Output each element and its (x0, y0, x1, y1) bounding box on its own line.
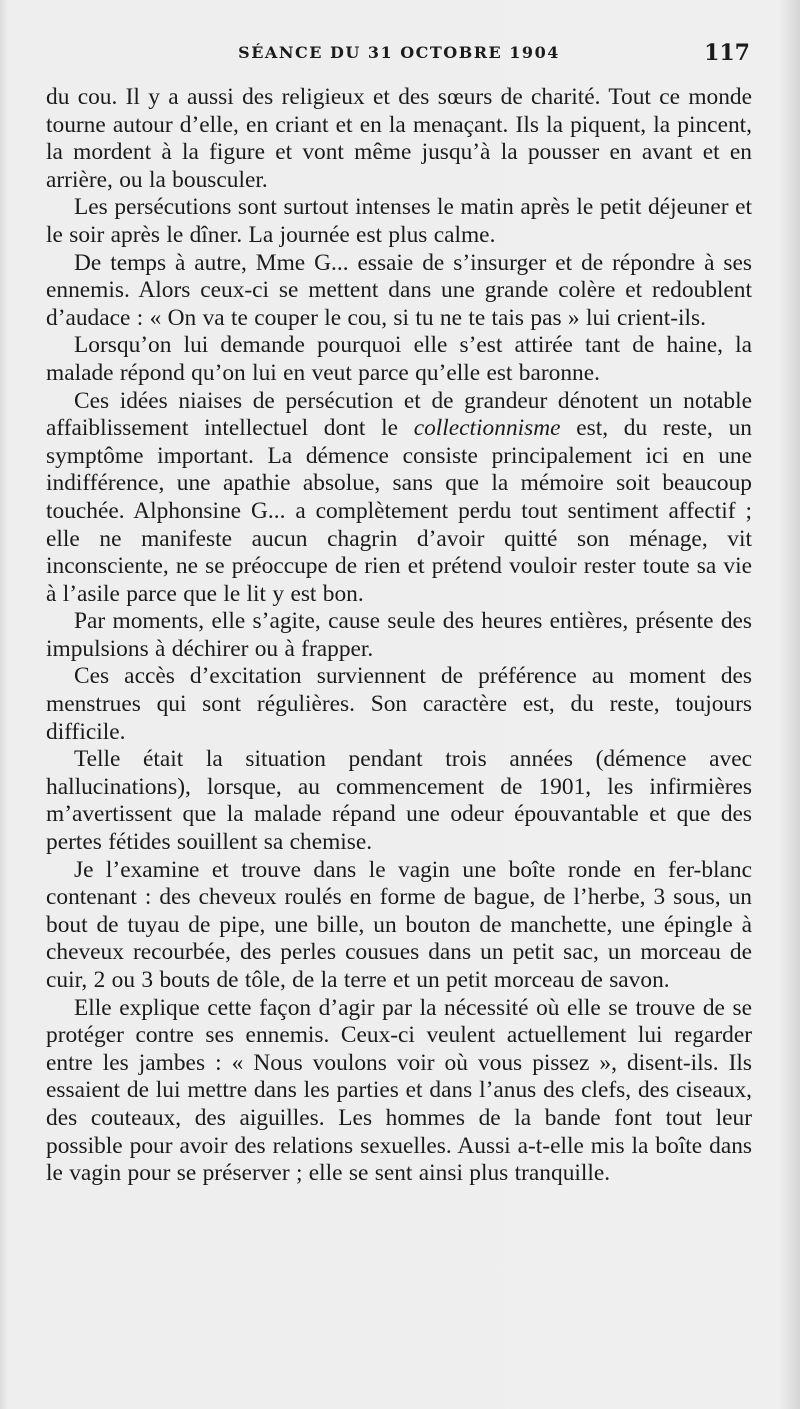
paragraph-7: Ces accès d’excitation surviennent de préférence au moment des menstrues qui sont régulières. Son caractère est, du reste, toujours difficile. (46, 663, 752, 745)
paragraph-8: Telle était la situation pendant trois années (démence avec hallucinations), lorsque, au commencement de 1901, les infirmières m’avertissent que la malade répand une odeur épouvantable et que des pertes fétides souillent sa chemise. (46, 746, 752, 856)
paragraph-5 (46, 388, 752, 609)
paragraph-10: Elle explique cette façon d’agir par la nécessité où elle se trouve de se protéger contre ses ennemis. Ceux-ci veulent actuellement lui regarder entre les jambes : « Nous voulons voir où vous pissez », disent-ils. Ils essaient de lui mettre dans les parties et dans l’anus des clefs, des ciseaux, des couteaux, des aiguilles. Les hommes de la bande font tout leur possible pour avoir des relations sexuelles. Aussi a-t-elle mis la boîte dans le vagin pour se préserver ; elle se sent ainsi plus tranquille. (46, 994, 752, 1187)
body-text (46, 84, 752, 1188)
running-head: SÉANCE DU 31 OCTOBRE 1904 (238, 43, 560, 62)
paragraph-5-after: est, du reste, un symptôme important. La démence consiste principalement ici en une indifférence, une apathie absolue, sans que la mémoire soit beaucoup touchée. Alphonsine G... a complètement perdu tout sentiment affectif ; elle ne manifeste aucun chagrin d’avoir quitté son ménage, vit inconsciente, ne se préoccupe de rien et prétend vouloir rester toute sa vie à l’asile parce que le lit y est bon. (46, 415, 752, 607)
paragraph-4: Lorsqu’on lui demande pourquoi elle s’est attirée tant de haine, la malade répond qu’on lui en veut parce qu’elle est baronne. (46, 332, 752, 386)
paragraph-5-before: Ces idées niaises de persécution et de grandeur dénotent un notable affaiblissement intellectuel dont le (46, 387, 752, 442)
paragraph-6: Par moments, elle s’agite, cause seule des heures entières, présente des impulsions à déchirer ou à frapper. (46, 608, 752, 662)
page-number: 117 (704, 40, 750, 66)
paragraph-1: du cou. Il y a aussi des religieux et des sœurs de charité. Tout ce monde tourne autour d’elle, en criant et en la menaçant. Ils la piquent, la pincent, la mordent à la figure et vont même jusqu’à la pousser en avant et en arrière, ou la bousculer. (46, 84, 752, 193)
paragraph-9: Je l’examine et trouve dans le vagin une boîte ronde en fer-blanc contenant : des cheveux roulés en forme de bague, de l’herbe, 3 sous, un bout de tuyau de pipe, une bille, un bouton de manchette, une épingle à cheveux recourbée, des perles cousues dans un petit sac, un morceau de cuir, 2 ou 3 bouts de tôle, de la terre et un petit morceau de savon. (46, 856, 752, 993)
scan-edge-shadow (778, 0, 800, 1409)
paragraph-2: Les persécutions sont surtout intenses le matin après le petit déjeuner et le soir après le dîner. La journée est plus calme. (46, 194, 752, 248)
paragraph-5-emphasis: collectionnisme (413, 415, 561, 442)
page-header (46, 36, 752, 70)
paragraph-3: De temps à autre, Mme G... essaie de s’insurger et de répondre à ses ennemis. Alors ceux-ci se mettent dans une grande colère et redoublent d’audace : « On va te couper le cou, si tu ne te tais pas » lui crient-ils. (46, 249, 752, 331)
